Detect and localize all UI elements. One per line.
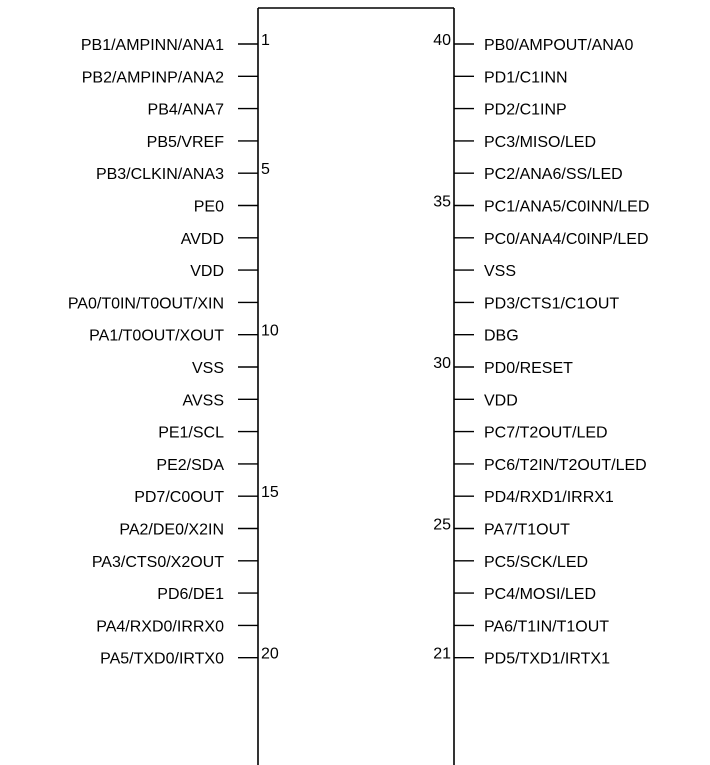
- pin-label: PD2/C1INP: [484, 101, 567, 119]
- pin-number: 10: [261, 322, 279, 340]
- pin-number: 1: [261, 32, 270, 49]
- pin-label: PD5/TXD1/IRTX1: [484, 650, 610, 668]
- pin-number: 40: [433, 32, 451, 49]
- left-pin-group: [68, 32, 279, 668]
- pin-label: PD0/RESET: [484, 360, 573, 377]
- right-pin: [454, 69, 568, 86]
- left-pin: [82, 69, 258, 86]
- left-pin: [148, 102, 258, 119]
- right-pin: [454, 102, 567, 119]
- pin-label: PA1/T0OUT/XOUT: [89, 327, 224, 345]
- right-pin: [454, 134, 596, 151]
- pin-label: VSS: [484, 263, 517, 281]
- right-pin: [454, 457, 647, 474]
- pin-label: PE0: [193, 198, 224, 216]
- left-pin: [181, 231, 258, 248]
- right-pin: [454, 618, 609, 635]
- left-pin: [183, 392, 259, 409]
- pin-label: AVSS: [182, 392, 224, 410]
- left-pin: [134, 484, 279, 506]
- pin-label: PE2/SDA: [156, 456, 224, 474]
- pin-label: PC2/ANA6/SS/LED: [484, 166, 623, 184]
- pin-label: PD1/C1INN: [484, 69, 568, 87]
- pin-label: PA4/RXD0/IRRX0: [96, 618, 224, 636]
- pin-number: 5: [261, 161, 270, 179]
- right-pin: [433, 194, 649, 216]
- right-pin: [454, 489, 614, 506]
- left-pin: [194, 199, 258, 216]
- right-pin: [433, 32, 633, 54]
- left-pin: [190, 263, 258, 280]
- right-pin: [454, 586, 596, 603]
- left-pin: [147, 134, 258, 151]
- pin-number: 25: [433, 516, 451, 534]
- chip-body: [258, 8, 454, 765]
- pin-label: PD4/RXD1/IRRX1: [484, 489, 614, 507]
- left-pin: [89, 323, 279, 345]
- pin-number: 35: [433, 193, 451, 211]
- left-pin: [156, 457, 258, 474]
- left-pin: [119, 522, 258, 539]
- pin-label: PA5/TXD0/IRTX0: [100, 650, 224, 668]
- pin-label: DBG: [484, 327, 519, 345]
- right-pin: [454, 295, 619, 312]
- left-pin: [157, 586, 258, 603]
- pin-label: VDD: [484, 392, 518, 410]
- pin-number: 30: [433, 355, 451, 372]
- right-pin: [454, 392, 518, 409]
- pin-label: PA7/T1OUT: [484, 521, 570, 539]
- pin-label: PB3/CLKIN/ANA3: [95, 166, 224, 184]
- left-pin: [96, 161, 270, 183]
- pin-number: 15: [261, 484, 279, 502]
- right-pin: [454, 328, 519, 345]
- left-pin: [68, 295, 258, 312]
- right-pin: [433, 646, 610, 668]
- pin-label: PB5/VREF: [146, 133, 224, 151]
- pin-number: 20: [261, 645, 279, 663]
- pin-label: PA3/CTS0/X2OUT: [91, 553, 224, 571]
- pin-label: PB0/AMPOUT/ANA0: [484, 37, 634, 54]
- pin-label: PD6/DE1: [157, 586, 224, 604]
- right-pin: [454, 166, 623, 183]
- pin-label: PD7/C0OUT: [134, 489, 224, 507]
- pin-label: VSS: [191, 360, 224, 377]
- pin-label: AVDD: [180, 230, 224, 248]
- pin-label: PB1/AMPINN/ANA1: [80, 37, 224, 54]
- right-pin: [454, 263, 516, 280]
- pin-label: PA0/T0IN/T0OUT/XIN: [67, 295, 224, 313]
- right-pin: [454, 425, 608, 442]
- left-pin: [81, 32, 270, 54]
- pin-label: PC3/MISO/LED: [484, 133, 597, 151]
- pin-label: PA2/DE0/X2IN: [119, 521, 224, 539]
- pin-label: PC0/ANA4/C0INP/LED: [484, 230, 649, 248]
- pin-label: PC1/ANA5/C0INN/LED: [484, 198, 650, 216]
- right-pin-group: [433, 32, 649, 668]
- left-pin: [92, 554, 258, 571]
- left-pin: [192, 360, 258, 377]
- pin-number: 21: [433, 645, 451, 663]
- right-pin: [454, 554, 588, 571]
- pin-label: PC6/T2IN/T2OUT/LED: [484, 456, 647, 474]
- pin-label: PE1/SCL: [158, 424, 224, 442]
- pin-label: PC4/MOSI/LED: [484, 586, 597, 604]
- pin-label: VDD: [190, 263, 224, 281]
- left-pin: [158, 425, 258, 442]
- right-pin: [454, 231, 649, 248]
- pin-label: PA6/T1IN/T1OUT: [484, 618, 610, 636]
- pin-label: PC7/T2OUT/LED: [484, 424, 608, 442]
- left-pin: [100, 646, 279, 668]
- pin-label: PD3/CTS1/C1OUT: [484, 295, 620, 313]
- pin-label: PB2/AMPINP/ANA2: [81, 69, 224, 87]
- left-pin: [96, 618, 258, 635]
- pin-label: PC5/SCK/LED: [484, 553, 589, 571]
- pin-label: PB4/ANA7: [147, 101, 224, 119]
